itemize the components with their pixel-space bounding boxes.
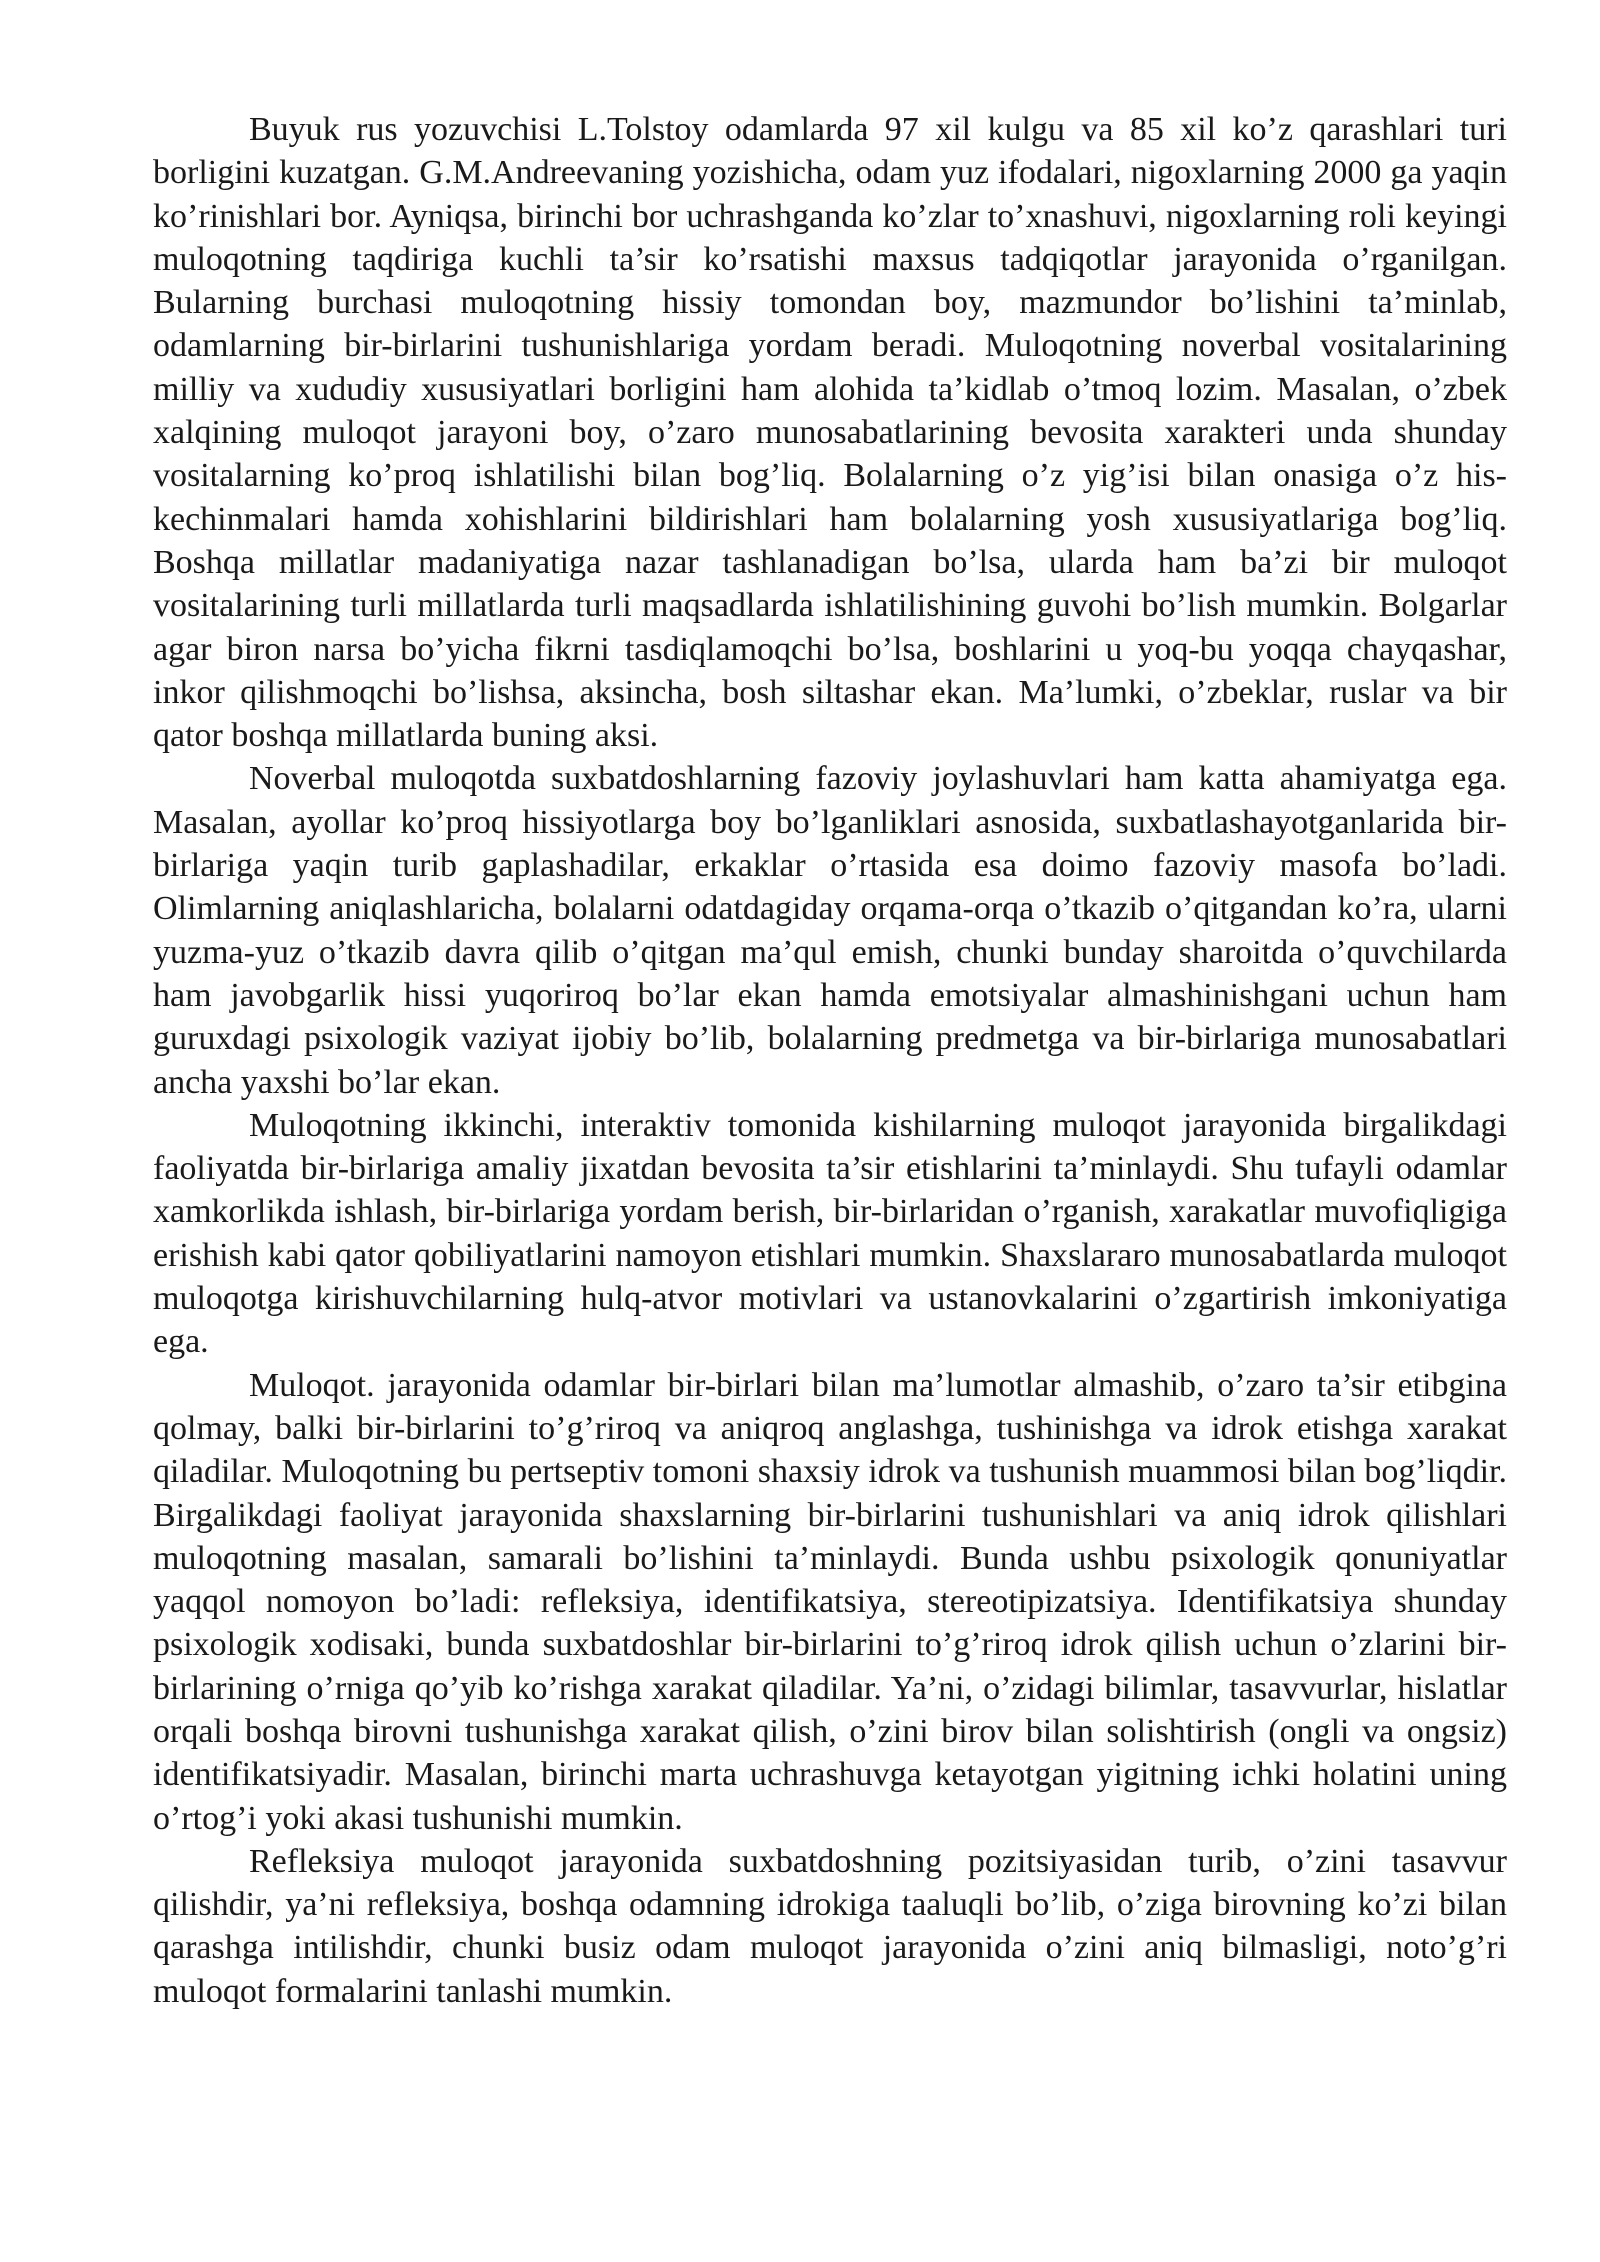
paragraph-tolstoy-facial-expressions: Buyuk rus yozuvchisi L.Tolstoy odamlarda 97 xil kulgu va 85 xil ko’z qarashlari turi borligini kuzatgan. G.M.Andreevaning yozishicha, odam yuz ifodalari, nigoxlarning 2000 ga yaqin ko’rinishlari bor. Ayniqsa, birinchi bor uchrashganda ko’zlar to’xnashuvi, nigoxlarning roli keyingi muloqotning taqdiriga kuchli ta’sir ko’rsatishi maxsus tadqiqotlar jarayonida o’rganilgan. Bularning burchasi muloqotning hissiy tomondan boy, mazmundor bo’lishini ta’minlab, odamlarning bir-birlarini tushunishlariga yordam beradi. Muloqotning noverbal vositalarining milliy va xududiy xususiyatlari borligini ham alohida ta’kidlab o’tmoq lozim. Masalan, o’zbek xalqining muloqot jarayoni boy, o’zaro munosabatlarining bevosita xarakteri unda shunday vositalarning ko’proq ishlatilishi bilan bog’liq. Bolalarning o’z yig’isi bilan onasiga o’z his-kechinmalari hamda xohishlarini bildirishlari ham bolalarning yosh xususiyatlariga bog’liq. Boshqa millatlar madaniyatiga nazar tashlanadigan bo’lsa, ularda ham ba’zi bir muloqot vositalarining turli millatlarda turli maqsadlarda ishlatilishining guvohi bo’lish mumkin. Bolgarlar agar biron narsa bo’yicha fikrni tasdiqlamoqchi bo’lsa, boshlarini u yoq-bu yoqqa chayqashar, inkor qilishmoqchi bo’lishsa, aksincha, bosh siltashar ekan. Ma’lumki, o’zbeklar, ruslar va bir qator boshqa millatlarda buning aksi. bbox=[153, 111, 1507, 755]
paragraph-interactive-side: Muloqotning ikkinchi, interaktiv tomonida kishilarning muloqot jarayonida birgalikdagi faoliyatda bir-birlariga amaliy jixatdan bevosita ta’sir etishlarini ta’minlaydi. Shu tufayli odamlar xamkorlikda ishlash, bir-birlariga yordam berish, bir-birlaridan o’rganish, xarakatlar muvofiqligiga erishish kabi qator qobiliyatlarini namoyon etishlari mumkin. Shaxslararo munosabatlarda muloqot muloqotga kirishuvchilarning hulq-atvor motivlari va ustanovkalarini o’zgartirish imkoniyatiga ega. bbox=[153, 1106, 1507, 1361]
paragraph-reflection: Refleksiya muloqot jarayonida suxbatdoshning pozitsiyasidan turib, o’zini tasavvur qilishdir, ya’ni refleksiya, boshqa odamning idrokiga taaluqli bo’lib, o’ziga birovning ko’zi bilan qarashga intilishdir, chunki busiz odam muloqot jarayonida o’zini aniq bilmasligi, noto’g’ri muloqot formalarini tanlashi mumkin. bbox=[153, 1842, 1507, 2010]
document-page bbox=[153, 108, 1507, 2013]
paragraph-spatial-arrangement: Noverbal muloqotda suxbatdoshlarning fazoviy joylashuvlari ham katta ahamiyatga ega. Masalan, ayollar ko’proq hissiyotlarga boy bo’lganliklari asnosida, suxbatlashayotganlarida bir-birlariga yaqin turib gaplashadilar, erkaklar o’rtasida esa doimo fazoviy masofa bo’ladi. Olimlarning aniqlashlaricha, bolalarni odatdagiday orqama-orqa o’tkazib o’qitgandan ko’ra, ularni yuzma-yuz o’tkazib davra qilib o’qitgan ma’qul emish, chunki bunday sharoitda o’quvchilarda ham javobgarlik hissi yuqoriroq bo’lar ekan hamda emotsiyalar almashinishgani uchun ham guruxdagi psixologik vaziyat ijobiy bo’lib, bolalarning predmetga va bir-birlariga munosabatlari ancha yaxshi bo’lar ekan. bbox=[153, 760, 1507, 1101]
paragraph-perceptive-side: Muloqot. jarayonida odamlar bir-birlari bilan ma’lumotlar almashib, o’zaro ta’sir etibgina qolmay, balki bir-birlarini to’g’riroq va aniqroq anglashga, tushinishga va idrok etishga xarakat qiladilar. Muloqotning bu pertseptiv tomoni shaxsiy idrok va tushunish muammosi bilan bog’liqdir. Birgalikdagi faoliyat jarayonida shaxslarning bir-birlarini tushunishlari va aniq idrok qilishlari muloqotning masalan, samarali bo’lishini ta’minlaydi. Bunda ushbu psixologik qonuniyatlar yaqqol nomoyon bo’ladi: refleksiya, identifikatsiya, stereotipizatsiya. Identifikatsiya shunday psixologik xodisaki, bunda suxbatdoshlar bir-birlarini to’g’riroq idrok qilish uchun o’zlarini bir-birlarining o’rniga qo’yib ko’rishga xarakat qiladilar. Ya’ni, o’zidagi bilimlar, tasavvurlar, hislatlar orqali boshqa birovni tushunishga xarakat qilish, o’zini birov bilan solishtirish (ongli va ongsiz) identifikatsiyadir. Masalan, birinchi marta uchrashuvga ketayotgan yigitning ichki holatini uning o’rtog’i yoki akasi tushunishi mumkin. bbox=[153, 1366, 1507, 1837]
